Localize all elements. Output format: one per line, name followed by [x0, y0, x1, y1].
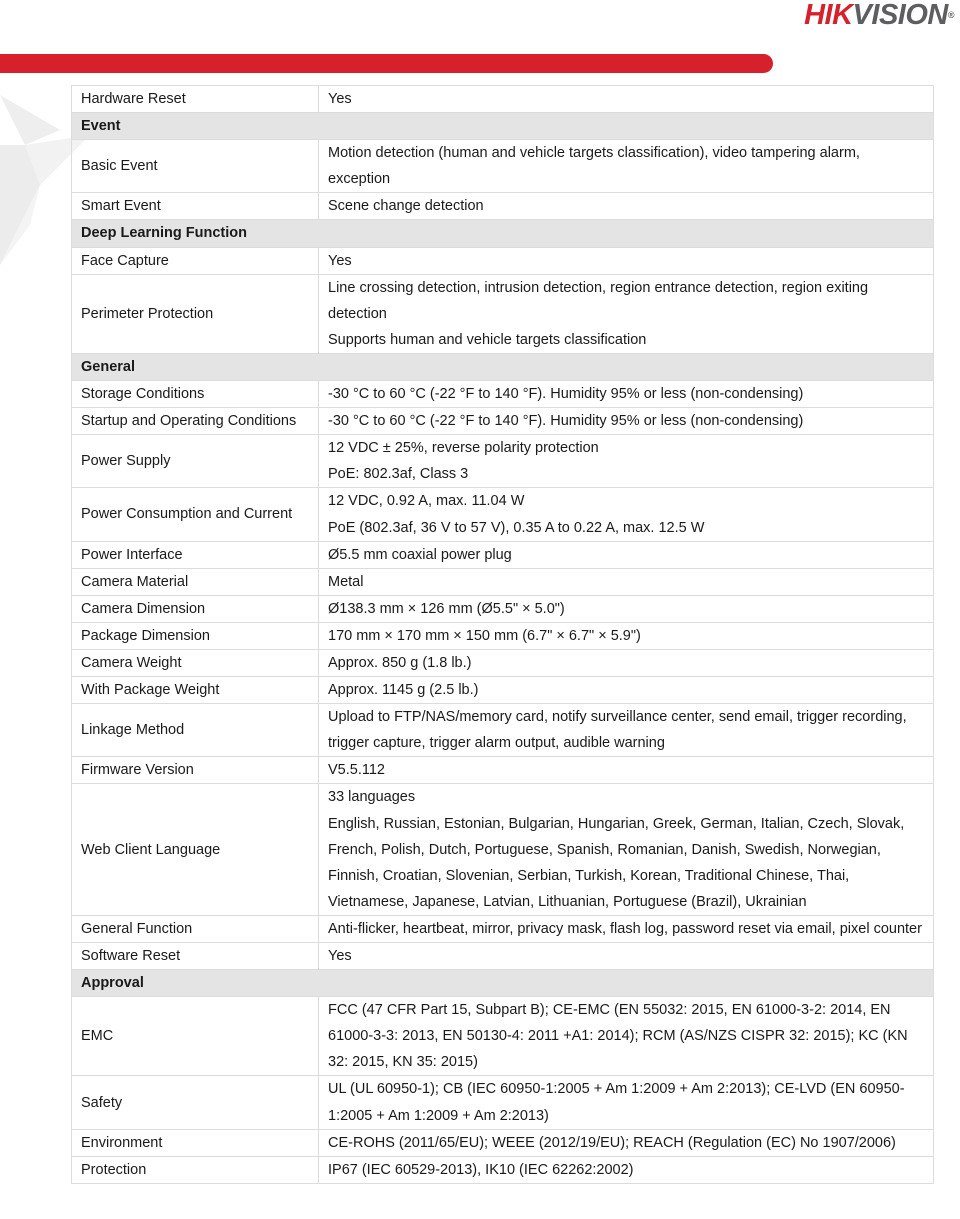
spec-row [72, 381, 934, 408]
logo-text-gray: VISION [852, 0, 948, 31]
spec-label: Hardware Reset [72, 86, 319, 113]
spec-value: Scene change detection [328, 198, 484, 215]
spec-value: Ø5.5 mm coaxial power plug [328, 546, 512, 563]
spec-value: Anti-flicker, heartbeat, mirror, privacy mask, flash log, password reset via email, pixel counter [328, 920, 922, 937]
spec-label: Safety [72, 1076, 319, 1129]
spec-value: FCC (47 CFR Part 15, Subpart B); CE-EMC (EN 55032: 2015, EN 61000-3-2: 2014, EN 61000-3-3: 2013, EN 50130-4: 2011 +A1: 2014); RCM (AS/NZS CISPR 32: 2015); KC (KN 32: 2015, KN 35: 2015) [328, 1002, 908, 1071]
spec-label: Camera Material [72, 568, 319, 595]
hikvision-logo [804, 0, 954, 30]
spec-value: V5.5.112 [328, 762, 385, 779]
spec-label: Face Capture [72, 247, 319, 274]
spec-row [72, 86, 934, 113]
spec-value: Yes [328, 252, 352, 269]
spec-row [72, 943, 934, 970]
spec-label: Power Supply [72, 435, 319, 488]
spec-value-cell [319, 274, 934, 353]
spec-label: With Package Weight [72, 677, 319, 704]
spec-value-cell [319, 1129, 934, 1156]
spec-row [72, 274, 934, 353]
spec-value-cell [319, 784, 934, 915]
section-header-row [72, 113, 934, 140]
spec-label: Perimeter Protection [72, 274, 319, 353]
spec-value-cell [319, 704, 934, 757]
spec-value: IP67 (IEC 60529-2013), IK10 (IEC 62262:2002) [328, 1161, 634, 1178]
spec-value: Metal [328, 573, 364, 590]
spec-row [72, 568, 934, 595]
spec-label: Web Client Language [72, 784, 319, 915]
spec-value-cell [319, 86, 934, 113]
specification-table [71, 85, 934, 1184]
spec-row [72, 1129, 934, 1156]
spec-value-cell [319, 649, 934, 676]
spec-label: Storage Conditions [72, 381, 319, 408]
spec-value: Supports human and vehicle targets classification [328, 331, 647, 348]
spec-value-cell [319, 193, 934, 220]
spec-value: 170 mm × 170 mm × 150 mm (6.7" × 6.7" × 5.9") [328, 627, 641, 644]
spec-row [72, 757, 934, 784]
spec-value-cell [319, 677, 934, 704]
spec-row [72, 595, 934, 622]
spec-value-cell [319, 488, 934, 541]
spec-label: Startup and Operating Conditions [72, 408, 319, 435]
spec-label: Protection [72, 1156, 319, 1183]
spec-value: 33 languages [328, 789, 416, 806]
spec-row [72, 140, 934, 193]
spec-label: Package Dimension [72, 622, 319, 649]
spec-value-cell [319, 435, 934, 488]
header-red-bar [0, 54, 773, 73]
spec-value: Motion detection (human and vehicle targets classification), video tampering alarm, exception [328, 145, 860, 188]
spec-value: PoE (802.3af, 36 V to 57 V), 0.35 A to 0.22 A, max. 12.5 W [328, 519, 705, 536]
section-header-row [72, 220, 934, 247]
spec-value: -30 °C to 60 °C (-22 °F to 140 °F). Humidity 95% or less (non-condensing) [328, 386, 804, 403]
spec-value: CE-ROHS (2011/65/EU); WEEE (2012/19/EU); REACH (Regulation (EC) No 1907/2006) [328, 1134, 896, 1151]
spec-value-cell [319, 915, 934, 942]
spec-label: Firmware Version [72, 757, 319, 784]
spec-value-cell [319, 1076, 934, 1129]
section-header-row [72, 970, 934, 997]
spec-label: Linkage Method [72, 704, 319, 757]
spec-label: Power Consumption and Current [72, 488, 319, 541]
spec-row [72, 915, 934, 942]
spec-row [72, 1076, 934, 1129]
spec-value: Approx. 1145 g (2.5 lb.) [328, 682, 479, 699]
specification-table-body [72, 86, 934, 1184]
spec-label: Software Reset [72, 943, 319, 970]
spec-row [72, 997, 934, 1076]
spec-row [72, 1156, 934, 1183]
spec-value: 12 VDC, 0.92 A, max. 11.04 W [328, 493, 525, 510]
spec-row [72, 488, 934, 541]
spec-value-cell [319, 247, 934, 274]
spec-value: Ø138.3 mm × 126 mm (Ø5.5" × 5.0") [328, 600, 565, 617]
spec-row [72, 435, 934, 488]
spec-value-cell [319, 568, 934, 595]
spec-value: English, Russian, Estonian, Bulgarian, Hungarian, Greek, German, Italian, Czech, Slovak, French, Polish, Dutch, Portuguese, Spanish, Romanian, Danish, Swedish, Norwegian, Finnish, Croatian, Slovenian, Serbian, Turkish, Korean, Traditional Chinese, Thai, Vietnamese, Japanese, Latvian, Lithuanian, Portuguese (Brazil), Ukrainian [328, 815, 905, 910]
spec-label: EMC [72, 997, 319, 1076]
spec-row [72, 704, 934, 757]
spec-value: UL (UL 60950-1); CB (IEC 60950-1:2005 + Am 1:2009 + Am 2:2013); CE-LVD (EN 60950-1:2005 + Am 1:2009 + Am 2:2013) [328, 1081, 905, 1124]
spec-value: -30 °C to 60 °C (-22 °F to 140 °F). Humidity 95% or less (non-condensing) [328, 413, 804, 430]
spec-row [72, 649, 934, 676]
section-title: General [72, 353, 934, 380]
spec-value-cell [319, 140, 934, 193]
spec-row [72, 677, 934, 704]
spec-value-cell [319, 381, 934, 408]
logo-registered-mark: ® [947, 10, 954, 20]
spec-value-cell [319, 943, 934, 970]
spec-label: Basic Event [72, 140, 319, 193]
spec-value: Yes [328, 948, 352, 964]
spec-value: 12 VDC ± 25%, reverse polarity protection [328, 440, 599, 457]
section-title: Deep Learning Function [72, 220, 934, 247]
spec-label: Environment [72, 1129, 319, 1156]
spec-value: PoE: 802.3af, Class 3 [328, 466, 469, 483]
spec-row [72, 247, 934, 274]
spec-value: Approx. 850 g (1.8 lb.) [328, 654, 472, 671]
spec-label: Smart Event [72, 193, 319, 220]
spec-value: Upload to FTP/NAS/memory card, notify surveillance center, send email, trigger recording, trigger capture, trigger alarm output, audible warning [328, 709, 907, 752]
spec-label: Power Interface [72, 541, 319, 568]
spec-value-cell [319, 408, 934, 435]
spec-row [72, 622, 934, 649]
spec-row [72, 408, 934, 435]
spec-value: Yes [328, 91, 352, 107]
section-title: Approval [72, 970, 934, 997]
logo-text-red: HIK [804, 0, 853, 31]
spec-value-cell [319, 757, 934, 784]
spec-label: Camera Dimension [72, 595, 319, 622]
spec-value-cell [319, 595, 934, 622]
spec-value-cell [319, 1156, 934, 1183]
spec-row [72, 541, 934, 568]
spec-value-cell [319, 541, 934, 568]
spec-row [72, 193, 934, 220]
spec-label: Camera Weight [72, 649, 319, 676]
spec-value-cell [319, 622, 934, 649]
section-header-row [72, 353, 934, 380]
spec-value-cell [319, 997, 934, 1076]
spec-row [72, 784, 934, 915]
spec-value: Line crossing detection, intrusion detection, region entrance detection, region exiting detection [328, 279, 869, 322]
section-title: Event [72, 113, 934, 140]
spec-label: General Function [72, 915, 319, 942]
